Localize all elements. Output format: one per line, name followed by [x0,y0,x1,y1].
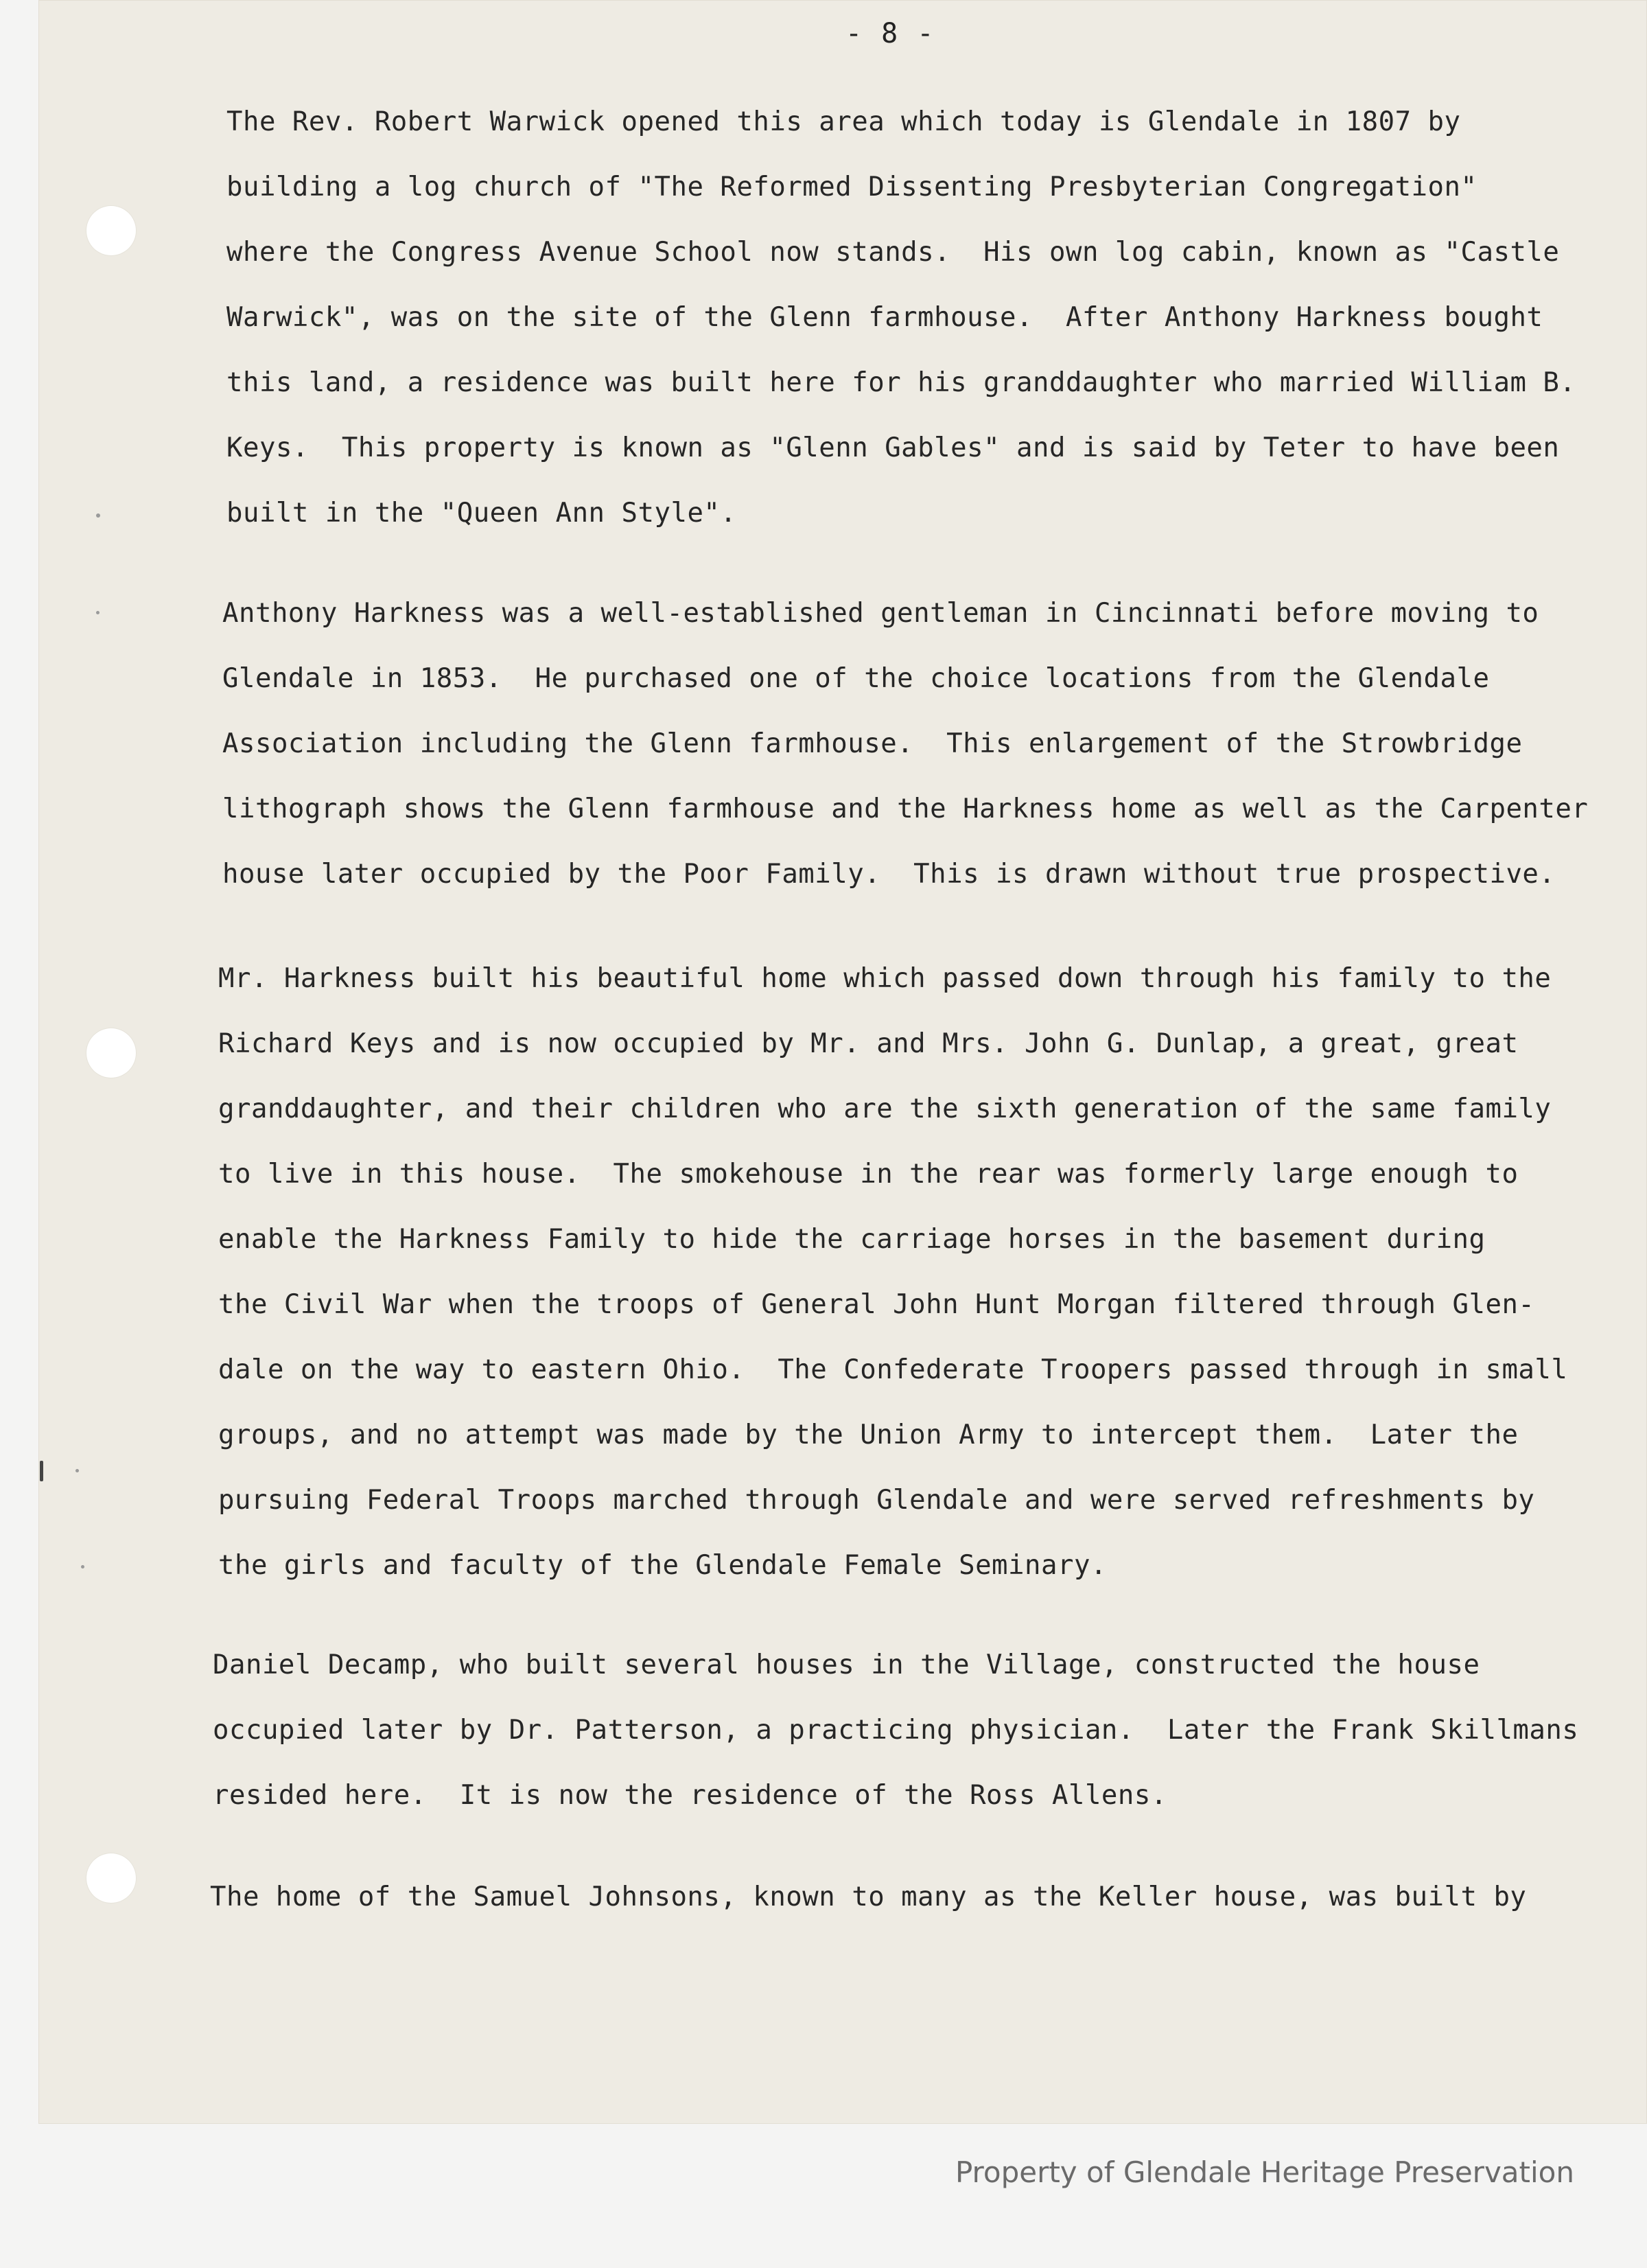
text-line: dale on the way to eastern Ohio. The Confederate Troopers passed through in small [218,1354,1568,1385]
punch-hole-bottom [86,1853,136,1903]
punch-hole-middle [86,1028,136,1078]
text-line: The home of the Samuel Johnsons, known to many as the Keller house, was built by [210,1882,1527,1912]
text-line: this land, a residence was built here for his granddaughter who married William B. [226,367,1576,398]
paragraph-decamp [213,1632,1585,1828]
text-line: building a log church of "The Reformed Dissenting Presbyterian Congregation" [226,172,1477,202]
text-line: enable the Harkness Family to hide the carriage horses in the basement during [218,1224,1486,1255]
text-line: granddaughter, and their children who are the sixth generation of the same family [218,1094,1552,1124]
text-line: Glendale in 1853. He purchased one of the choice locations from the Glendale [222,663,1490,694]
page-number: - 8 - [845,18,935,49]
text-line: house later occupied by the Poor Family. This is drawn without true prospective. [222,859,1556,890]
text-line: Warwick", was on the site of the Glenn farmhouse. After Anthony Harkness bought [226,302,1543,333]
text-line: Anthony Harkness was a well-established gentleman in Cincinnati before moving to [222,598,1539,629]
watermark-caption: Property of Glendale Heritage Preservation [955,2155,1574,2189]
text-line: Keys. This property is known as "Glenn Gables" and is said by Teter to have been [226,432,1560,463]
text-line: lithograph shows the Glenn farmhouse and the Harkness home as well as the Carpenter [222,794,1589,824]
text-line: Mr. Harkness built his beautiful home which passed down through his family to the [218,963,1552,994]
text-line: Richard Keys and is now occupied by Mr. and Mrs. John G. Dunlap, a great, great [218,1028,1519,1059]
text-line: to live in this house. The smokehouse in the rear was formerly large enough to [218,1159,1519,1190]
text-line: Daniel Decamp, who built several houses in the Village, constructed the house [213,1650,1480,1680]
paper-speck [75,1469,79,1472]
punch-hole-top [86,206,136,255]
paper-speck [96,611,100,614]
text-line: where the Congress Avenue School now stands. His own log cabin, known as "Castle [226,237,1560,268]
text-line: the girls and faculty of the Glendale Female Seminary. [218,1550,1107,1581]
text-line: The Rev. Robert Warwick opened this area which today is Glendale in 1807 by [226,106,1461,137]
paragraph-harkness-arrival [222,581,1595,907]
text-line: Association including the Glenn farmhouse. This enlargement of the Strowbridge [222,728,1523,759]
paragraph-johnsons [210,1864,1582,1930]
text-line: the Civil War when the troops of General John Hunt Morgan filtered through Glen- [218,1289,1535,1320]
text-line: built in the "Queen Ann Style". [226,498,737,529]
text-line: pursuing Federal Troops marched through Glendale and were served refreshments by [218,1485,1535,1516]
text-line: resided here. It is now the residence of the Ross Allens. [213,1780,1167,1811]
paper-speck [81,1565,84,1569]
paper-speck [96,513,100,518]
paper-speck [40,1461,43,1481]
text-line: groups, and no attempt was made by the Union Army to intercept them. Later the [218,1420,1519,1450]
paragraph-harkness-home [218,946,1591,1598]
paragraph-warwick [226,89,1599,546]
text-line: occupied later by Dr. Patterson, a practicing physician. Later the Frank Skillmans [213,1715,1579,1746]
